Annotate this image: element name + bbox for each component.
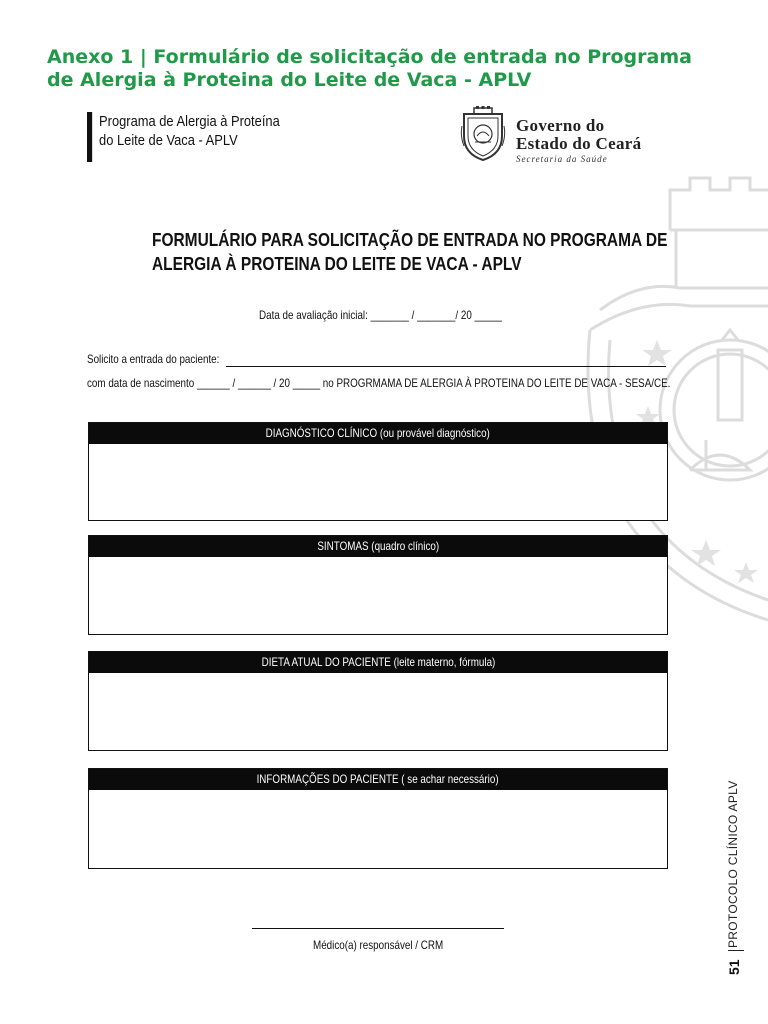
signature-field[interactable] [252, 928, 504, 929]
patient-info-input-area[interactable] [89, 790, 667, 868]
patient-info-header: INFORMAÇÕES DO PACIENTE ( se achar necessário) [89, 769, 667, 790]
annex-title-line2: de Alergia à Proteina do Leite de Vaca - APLV [47, 69, 532, 91]
health-secretariat-label: Secretaria da Saúde [516, 154, 608, 164]
diagnosis-input-area[interactable] [89, 444, 667, 520]
annex-title-line1: Anexo 1 | Formulário de solicitação de entrada no Programa [47, 46, 692, 68]
current-diet-header: DIETA ATUAL DO PACIENTE (leite materno, fórmula) [89, 652, 667, 673]
diagnosis-header: DIAGNÓSTICO CLÍNICO (ou provável diagnóstico) [89, 423, 667, 444]
patient-name-field[interactable] [226, 366, 666, 367]
symptoms-input-area[interactable] [89, 557, 667, 634]
page-number: 51 [726, 959, 742, 975]
patient-request-label: Solicito a entrada do paciente: [87, 352, 220, 366]
birth-date-line[interactable]: com data de nascimento ______ / ______ / 20 _____ no PROGRMAMA DE ALERGIA À PROTEINA DO LEITE DE VACA - SESA/CE. [87, 376, 671, 390]
form-title-line1: FORMULÁRIO PARA SOLICITAÇÃO DE ENTRADA NO PROGRAMA DE [152, 230, 668, 250]
footer-divider [728, 950, 744, 951]
government-name-line1: Governo do [516, 116, 605, 135]
annex-title [47, 46, 737, 92]
program-name-line2: do Leite de Vaca - APLV [99, 132, 238, 149]
running-title: PROTOCOLO CLÍNICO APLV [726, 780, 740, 948]
patient-info-section [88, 768, 668, 869]
diagnosis-section [88, 422, 668, 521]
program-name-block [87, 112, 280, 162]
signature-label: Médico(a) responsável / CRM [313, 938, 444, 952]
current-diet-input-area[interactable] [89, 673, 667, 750]
government-logo [460, 106, 675, 166]
program-name-line1: Programa de Alergia à Proteína [99, 113, 280, 130]
evaluation-date-field[interactable]: Data de avaliação inicial: _______ / _______/ 20 _____ [259, 308, 502, 322]
symptoms-section [88, 535, 668, 635]
form-title [152, 228, 668, 276]
government-name-line2: Estado do Ceará [516, 134, 642, 153]
symptoms-header: SINTOMAS (quadro clínico) [89, 536, 667, 557]
form-title-line2: ALERGIA À PROTEINA DO LEITE DE VACA - APLV [152, 254, 522, 274]
state-seal-icon [460, 106, 506, 162]
current-diet-section [88, 651, 668, 751]
